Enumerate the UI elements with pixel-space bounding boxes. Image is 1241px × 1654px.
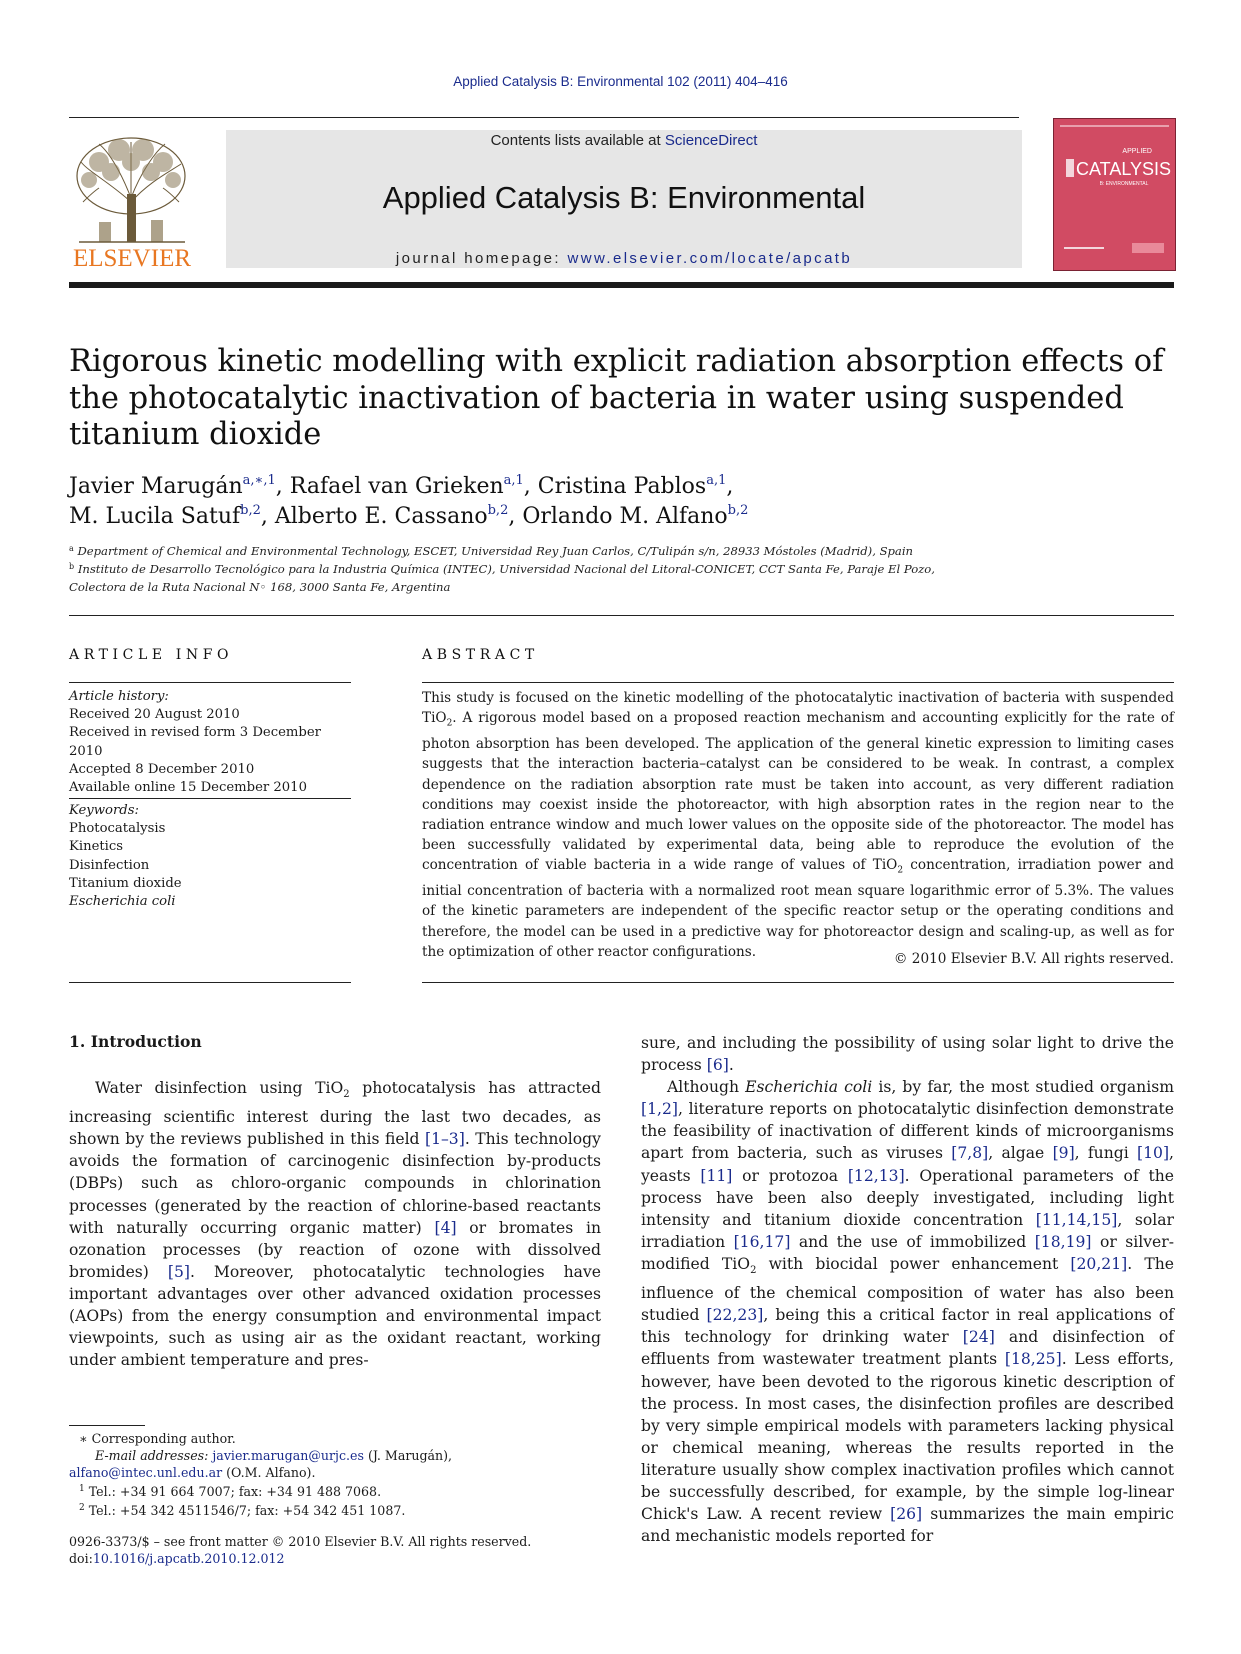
- citation-link[interactable]: [12,13]: [847, 1166, 905, 1185]
- keywords-label: Keywords:: [69, 803, 139, 818]
- info-rule: [69, 798, 351, 799]
- author-name: Orlando M. Alfano: [522, 504, 728, 529]
- cover-top-text: APPLIED: [1122, 148, 1152, 155]
- citation-link[interactable]: [10]: [1137, 1144, 1170, 1163]
- introduction-heading: 1. Introduction: [69, 1032, 202, 1051]
- keyword: Photocatalysis: [69, 821, 166, 837]
- journal-reference[interactable]: Applied Catalysis B: Environmental 102 (2011) 404–416: [453, 74, 788, 89]
- author-affil-mark[interactable]: a,1: [706, 473, 727, 488]
- affiliations: [69, 542, 1169, 596]
- contents-prefix: Contents lists available at: [490, 132, 661, 149]
- article-history: [69, 688, 351, 797]
- keywords: [69, 802, 351, 911]
- citation-link[interactable]: [5]: [167, 1262, 190, 1281]
- cover-image: [1054, 119, 1175, 270]
- header-thick-rule: [69, 282, 1174, 288]
- footnote-2: $^2$ Tel.: +54 342 4511546/7; fax: +54 342 451 1087.: [79, 1503, 406, 1519]
- issn-line: 0926-3373/$ – see front matter © 2010 Elsevier B.V. All rights reserved.: [69, 1534, 532, 1549]
- cover-sub-text: B: ENVIRONMENTAL: [1099, 181, 1149, 187]
- front-matter: [69, 1533, 609, 1567]
- homepage-line: [226, 250, 1022, 267]
- keyword: Titanium dioxide: [69, 875, 182, 891]
- citation-link[interactable]: [6]: [706, 1056, 729, 1075]
- affiliation-b-cont: Colectora de la Ruta Nacional N◦ 168, 3000 Santa Fe, Argentina: [69, 580, 451, 594]
- abstract-rule: [422, 682, 1174, 683]
- history-item: Accepted 8 December 2010: [69, 761, 255, 777]
- homepage-prefix: journal homepage:: [395, 250, 561, 267]
- citation-link[interactable]: [18,25]: [1004, 1350, 1062, 1369]
- contents-line: [226, 132, 1022, 149]
- abstract-heading: ABSTRACT: [422, 647, 539, 663]
- email-note: E-mail addresses: javier.marugan@urjc.es (J. Marugán),: [95, 1448, 453, 1463]
- author-name: Alberto E. Cassano: [274, 504, 488, 529]
- citation-link[interactable]: [24]: [962, 1328, 995, 1347]
- history-label: Article history:: [69, 689, 169, 704]
- abstract-rule: [422, 982, 1174, 983]
- author-affil-mark[interactable]: b,2: [487, 503, 509, 518]
- history-item: Received in revised form 3 December 2010: [69, 725, 321, 759]
- corresponding-author-note: ∗ Corresponding author.: [79, 1431, 236, 1446]
- keyword: Disinfection: [69, 857, 150, 873]
- author-name: Cristina Pablos: [537, 474, 707, 499]
- sciencedirect-link[interactable]: ScienceDirect: [664, 132, 758, 149]
- author-name: M. Lucila Satuf: [69, 504, 241, 529]
- article-info-heading: ARTICLE INFO: [69, 647, 234, 663]
- affiliation-b: $^b$ Instituto de Desarrollo Tecnológico para la Industria Química (INTEC), Universidad Nacional del Litoral-CONICET, CCT Santa Fe, Paraje El Pozo,: [69, 562, 935, 576]
- doi-link[interactable]: 10.1016/j.apcatb.2010.12.012: [92, 1551, 285, 1566]
- citation-link[interactable]: [1,2]: [641, 1100, 678, 1119]
- citation-link[interactable]: [16,17]: [733, 1232, 791, 1251]
- intro-paragraph: Although Escherichia coli is, by far, the most studied organism [1,2], literature reports on photocatalytic disinfection demonstrate the feasibility of inactivation of different kinds of microorganisms apart from bacteria, such as viruses [7,8], algae [9], fungi [10], yeasts [11] or protozoa [12,13]. Operational parameters of the process have been also deeply investigated, including light intensity and titanium dioxide concentration [11,14,15], solar irradiation [16,17] and the use of immobilized [18,19] or silver-modified TiO$_2$ with biocidal power enhancement [20,21]. The influence of the chemical composition of water has also been studied [22,23], being this a critical factor in real applications of this technology for drinking water [24] and disinfection of effluents from wastewater treatment plants [18,25]. Less efforts, however, have been devoted to the rigorous kinetic description of the process. In most cases, the disinfection profiles are described by very simple empirical models with parameters lacking physical or chemical meaning, whereas the results reported in the literature usually show complex inactivation profiles which cannot be successfully described, for example, by the simple log-linear Chick's Law. A recent review [26] summarizes the main empiric and mechanistic models reported for: [641, 1078, 1175, 1546]
- author-name: Rafael van Grieken: [289, 474, 504, 499]
- footnote-1: $^1$ Tel.: +34 91 664 7007; fax: +34 91 488 7068.: [79, 1484, 382, 1500]
- citation-link[interactable]: [7,8]: [951, 1144, 989, 1163]
- history-item: Received 20 August 2010: [69, 707, 240, 723]
- citation-link[interactable]: [20,21]: [1070, 1254, 1128, 1273]
- journal-cover-thumbnail[interactable]: [1053, 118, 1176, 271]
- top-rule: [69, 117, 1019, 118]
- journal-title: Applied Catalysis B: Environmental: [382, 180, 866, 215]
- author-list: Javier Marugán$^{a,∗,1}$, Rafael van Grieken$^{a,1}$, Cristina Pablos$^{a,1}$, M. Lucila Satuf$^{b,2}$, Alberto E. Cassano$^{b,2}$, Orlando M. Alfano$^{b,2}$: [69, 473, 749, 529]
- elsevier-logo: [69, 132, 195, 272]
- email-link[interactable]: alfano@intec.unl.edu.ar: [69, 1465, 223, 1480]
- email-link[interactable]: javier.marugan@urjc.es: [212, 1448, 364, 1463]
- citation-link[interactable]: [1–3]: [425, 1130, 465, 1149]
- author-name: Javier Marugán: [69, 474, 243, 499]
- footnote-rule: [69, 1425, 145, 1426]
- elsevier-tree-icon: [69, 132, 195, 272]
- abstract-copyright: © 2010 Elsevier B.V. All rights reserved.: [893, 951, 1174, 967]
- abstract-body: This study is focused on the kinetic modelling of the photocatalytic inactivation of bacteria with suspended TiO$_2$. A rigorous model based on a proposed reaction mechanism and accounting explicitly for the rate of photon absorption has been developed. The application of the general kinetic expression to limiting cases suggests that the interaction bacteria–catalyst can be considered to be weak. In contrast, a complex dependence on the radiation absorption rate must be taken into account, as very different radiation conditions may coexist inside the photoreactor, with high absorption rates in the region near to the radiation entrance window and much lower values on the opposite side of the photoreactor. The model has been successfully validated by experimental data, being able to reproduce the evolution of the concentration of viable bacteria in a wide range of values of TiO$_2$ concentration, irradiation power and initial concentration of bacteria with a normalized root mean square logarithmic error of 5.3%. The values of the kinetic parameters are independent of the specific reactor setup or the operating conditions and therefore, the model can be used in a predictive way for photoreactor design and scaling-up, as well as for the optimization of other reactor configurations.: [422, 690, 1174, 960]
- citation-link[interactable]: [11]: [700, 1166, 733, 1185]
- homepage-link[interactable]: www.elsevier.com/locate/apcatb: [567, 250, 853, 267]
- doi-line: doi:10.1016/j.apcatb.2010.12.012: [69, 1551, 285, 1566]
- citation-link[interactable]: [18,19]: [1034, 1232, 1092, 1251]
- citation-link[interactable]: [9]: [1052, 1144, 1075, 1163]
- citation-link[interactable]: [26]: [890, 1505, 923, 1524]
- keyword: Escherichia coli: [69, 894, 176, 910]
- section-rule: [69, 615, 1174, 616]
- elsevier-wordmark: ELSEVIER: [72, 245, 192, 272]
- intro-paragraph: sure, and including the possibility of using solar light to drive the process [6].: [641, 1034, 1174, 1075]
- author-affil-mark[interactable]: b,2: [240, 503, 261, 518]
- email-note-cont: alfano@intec.unl.edu.ar (O.M. Alfano).: [69, 1465, 316, 1480]
- citation-link[interactable]: [11,14,15]: [1035, 1210, 1118, 1229]
- footnotes: [69, 1430, 609, 1519]
- author-affil-mark[interactable]: a,∗,1: [242, 473, 276, 488]
- history-item: Available online 15 December 2010: [69, 780, 307, 796]
- intro-paragraph: Water disinfection using TiO$_2$ photocatalysis has attracted increasing scientific interest during the last two decades, as shown by the reviews published in this field [1–3]. This technology avoids the formation of carcinogenic disinfection by-products (DBPs) such as chloro-organic compounds in chlorination processes (generated by the reaction of chlorine-based reactants with naturally occurring organic matter) [4] or bromates in ozonation processes (by reaction of ozone with dissolved bromides) [5]. Moreover, photocatalytic technologies have important advantages over other advanced oxidation processes (AOPs) from the energy consumption and environmental impact viewpoints, such as using air as the oxidant reactant, working under ambient temperature and pres-: [69, 1079, 601, 1370]
- article-title: Rigorous kinetic modelling with explicit radiation absorption effects of the photocatalytic inactivation of bacteria in water using suspended titanium dioxide: [69, 344, 1164, 452]
- citation-link[interactable]: [4]: [434, 1218, 457, 1237]
- intro-right-column: [641, 1032, 1174, 1547]
- cover-title-text: CATALYSIS: [1076, 159, 1172, 179]
- info-rule: [69, 682, 351, 683]
- intro-left-column: [69, 1077, 601, 1371]
- info-rule: [69, 982, 351, 983]
- author-affil-mark[interactable]: a,1: [503, 473, 524, 488]
- author-affil-mark[interactable]: b,2: [727, 503, 749, 518]
- affiliation-a: $^a$ Department of Chemical and Environmental Technology, ESCET, Universidad Rey Juan Carlos, C/Tulipán s/n, 28933 Móstoles (Madrid), Spain: [69, 544, 914, 558]
- keyword: Kinetics: [69, 839, 124, 855]
- citation-link[interactable]: [22,23]: [706, 1306, 764, 1325]
